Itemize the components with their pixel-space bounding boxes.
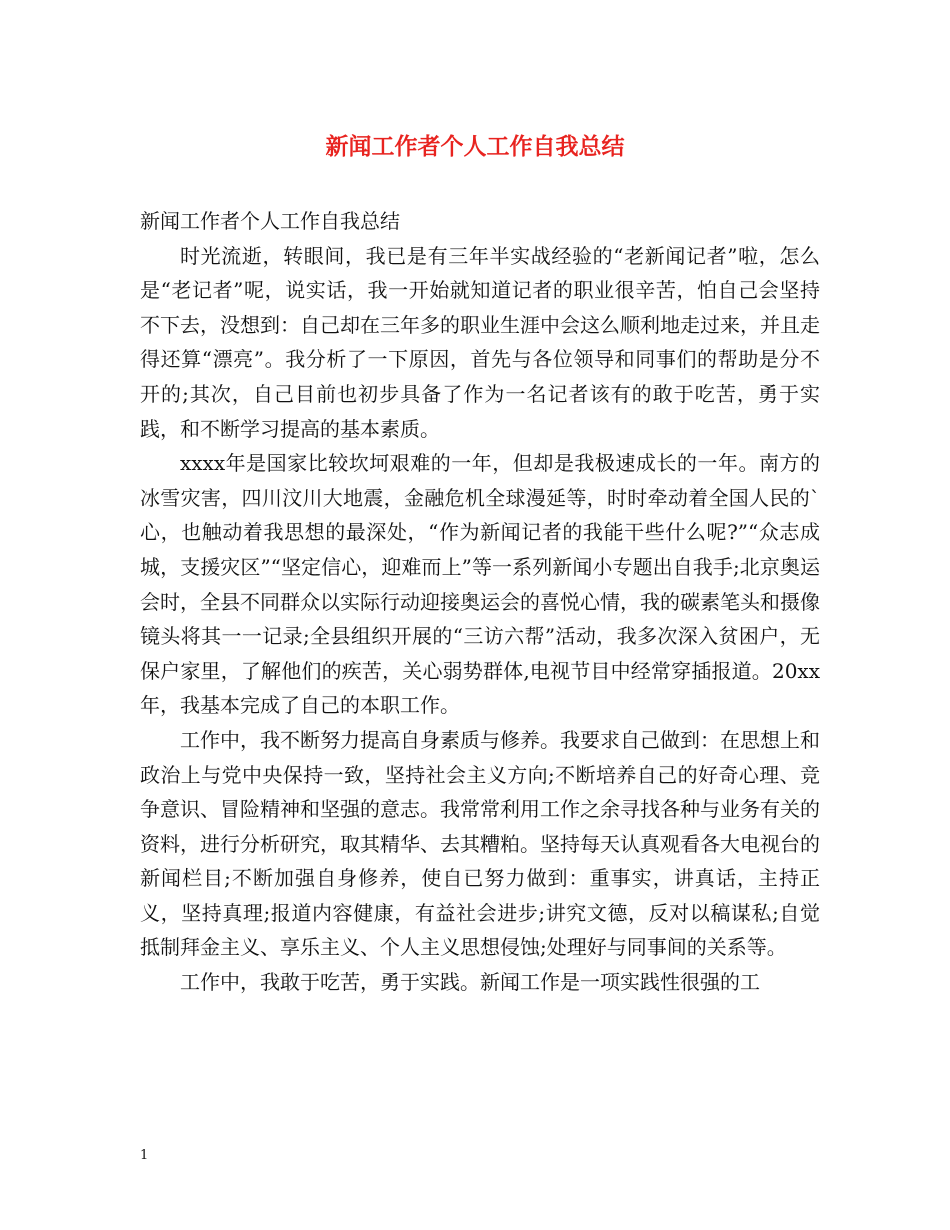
paragraph-3: 工作中，我不断努力提高自身素质与修养。我要求自己做到：在思想上和政治上与党中央保持一致，坚持社会主义方向;不断培养自己的好奇心理、竞争意识、冒险精神和坚强的意志。我常常利用工作之余寻找各种与业务有关的资料，进行分析研究，取其精华、去其糟粕。坚持每天认真观看各大电视台的新闻栏目;不断加强自身修养，使自已努力做到：重事实，讲真话，主持正义，坚持真理;报道内容健康，有益社会进步;讲究文德，反对以稿谋私;自觉抵制拜金主义、享乐主义、个人主义思想侵蚀;处理好与同事间的关系等。: [140, 727, 820, 960]
document-title: 新闻工作者个人工作自我总结: [325, 133, 625, 160]
page-number: 1: [140, 1148, 149, 1163]
document-body: [140, 204, 820, 1000]
paragraph-1: 时光流逝，转眼间，我已是有三年半实战经验的“老新闻记者”啦，怎么是“老记者”呢，说实话，我一开始就知道记者的职业很辛苦，怕自己会坚持不下去，没想到：自己却在三年多的职业生涯中会这么顺利地走过来，并且走得还算“漂亮”。我分析了一下原因，首先与各位领导和同事们的帮助是分不开的;其次，自己目前也初步具备了作为一名记者该有的敢于吃苦，勇于实践，和不断学习提高的基本素质。: [140, 243, 820, 441]
paragraph-4: 工作中，我敢于吃苦，勇于实践。新闻工作是一项实践性很强的工: [180, 970, 760, 995]
document-subtitle: 新闻工作者个人工作自我总结: [140, 209, 400, 233]
paragraph-2: xxxx年是国家比较坎坷艰难的一年，但却是我极速成长的一年。南方的冰雪灾害，四川汶川大地震，金融危机全球漫延等，时时牵动着全国人民的`心，也触动着我思想的最深处，“作为新闻记者的我能干些什么呢?”“众志成城，支援灾区”“坚定信心，迎难而上”等一系列新闻小专题出自我手;北京奥运会时，全县不同群众以实际行动迎接奥运会的喜悦心情，我的碳素笔头和摄像镜头将其一一记录;全县组织开展的“三访六帮”活动，我多次深入贫困户，无保户家里，了解他们的疾苦，关心弱势群体,电视节目中经常穿插报道。20xx年，我基本完成了自己的本职工作。: [140, 451, 820, 718]
